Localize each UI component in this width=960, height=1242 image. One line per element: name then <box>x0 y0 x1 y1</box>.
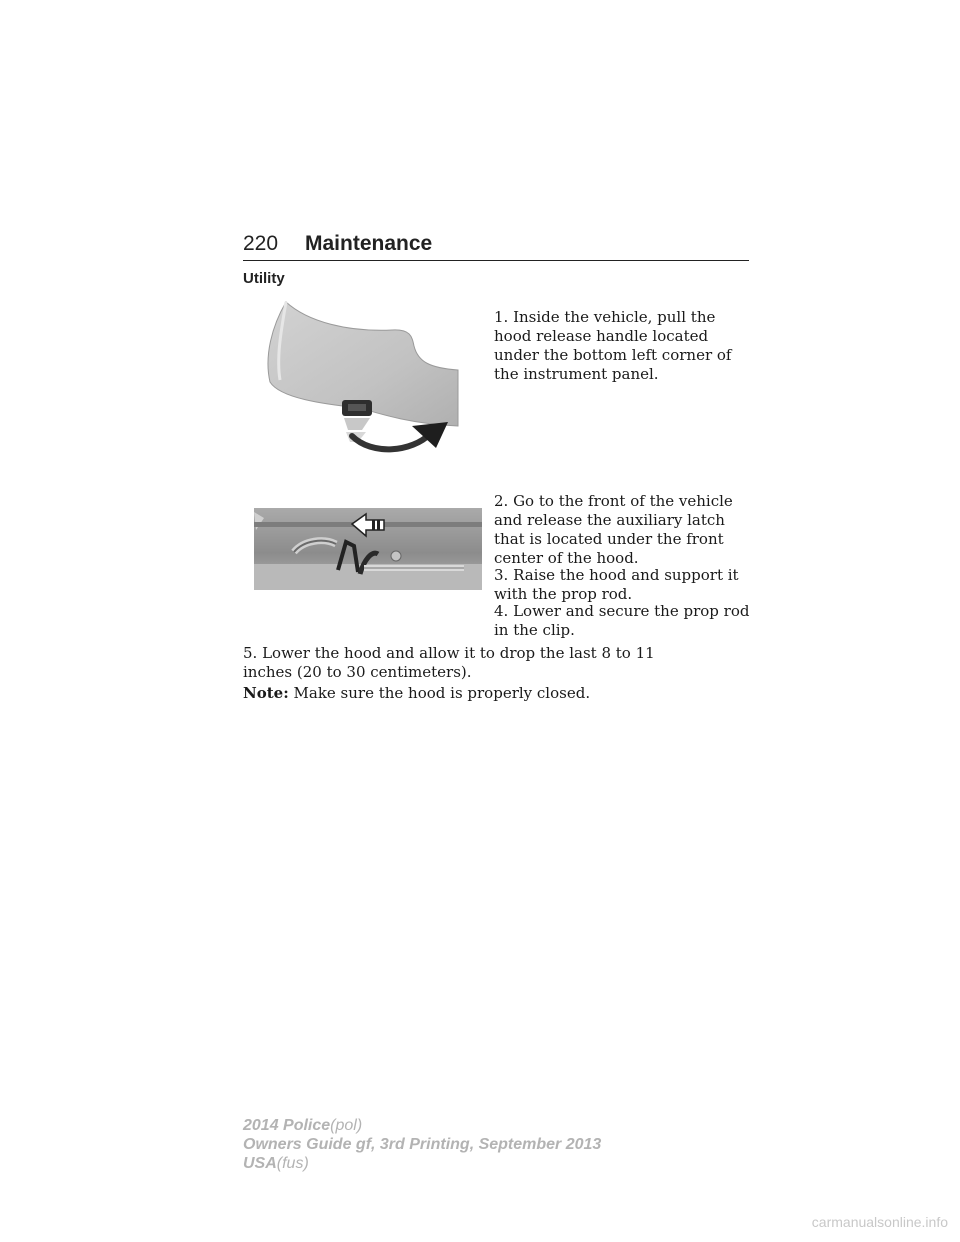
footer-model-code: (pol) <box>330 1117 363 1134</box>
step-3-text: 3. Raise the hood and support it with the prop rod. <box>494 566 739 603</box>
section-title: Maintenance <box>305 232 433 255</box>
step-1-text: 1. Inside the vehicle, pull the hood release handle located under the bottom left corner of the instrument panel. <box>494 308 732 383</box>
footer-model: 2014 Police <box>243 1117 331 1134</box>
footer-line-1 <box>243 1116 601 1135</box>
step-5-text: 5. Lower the hood and allow it to drop the last 8 to 11 inches (20 to 30 centimeters). <box>243 644 655 681</box>
page-footer <box>243 1116 601 1173</box>
footer-line-2: Owners Guide gf, 3rd Printing, September 2013 <box>243 1136 602 1153</box>
note-label: Note: <box>243 684 289 702</box>
subheading: Utility <box>243 270 285 287</box>
step-4-text: 4. Lower and secure the prop rod in the clip. <box>494 602 750 639</box>
page-header <box>243 232 749 261</box>
footer-line-3 <box>243 1154 601 1173</box>
hood-release-handle-illustration <box>262 296 462 454</box>
footer-market-code: (fus) <box>276 1155 309 1172</box>
watermark: carmanualsonline.info <box>811 1214 948 1230</box>
auxiliary-latch-illustration <box>254 508 482 590</box>
note-text: Make sure the hood is properly closed. <box>293 684 591 702</box>
footer-market: USA <box>243 1155 277 1172</box>
note <box>243 684 753 703</box>
page-number: 220 <box>243 232 279 255</box>
step-2-text: 2. Go to the front of the vehicle and release the auxiliary latch that is located under the front center of the hood. <box>494 492 733 567</box>
